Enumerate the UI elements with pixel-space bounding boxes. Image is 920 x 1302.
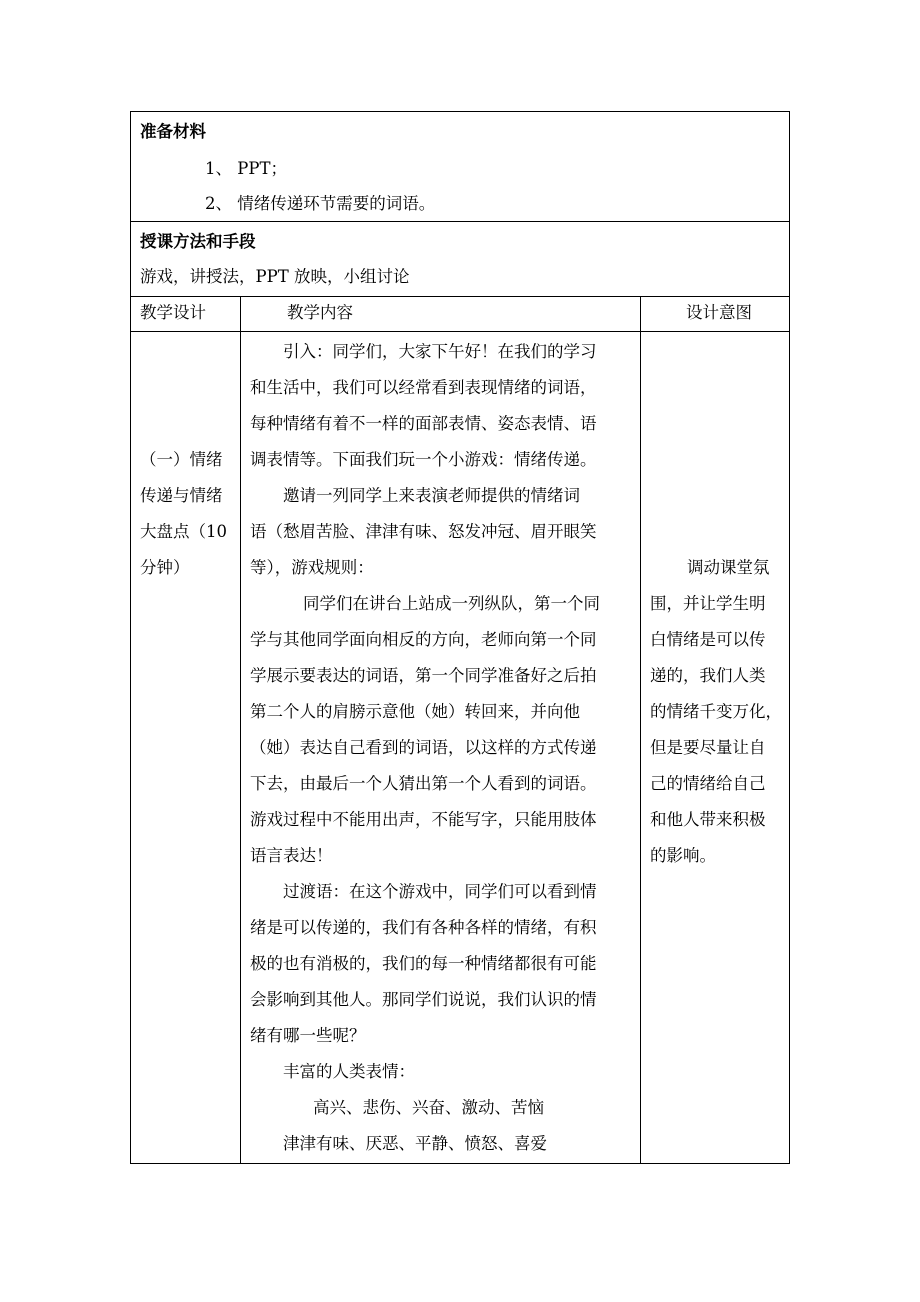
- intent-line: 的影响。: [650, 846, 716, 865]
- content-line: 语言表达！: [250, 846, 333, 865]
- section-label-line: 大盘点（10: [140, 522, 227, 541]
- section-label-line: 传递与情绪: [140, 486, 223, 505]
- content-line: 丰富的人类表情：: [283, 1062, 415, 1081]
- intent-line: 调动课堂氛: [687, 558, 770, 577]
- content-line: （她）表达自己看到的词语，以这样的方式传递: [250, 738, 597, 757]
- lesson-table: [130, 111, 790, 1164]
- section-label-line: 分钟）: [140, 558, 190, 577]
- prep-item: 2、 情绪传递环节需要的词语。: [205, 194, 436, 213]
- content-line: 津津有味、厌恶、平静、愤怒、喜爱: [283, 1134, 547, 1153]
- table-divider: [131, 331, 789, 332]
- content-line: 同学们在讲台上站成一列纵队，第一个同: [303, 594, 600, 613]
- intent-line: 递的，我们人类: [650, 666, 766, 685]
- content-line: 调表情等。下面我们玩一个小游戏：情绪传递。: [250, 450, 597, 469]
- intent-line: 但是要尽量让自: [650, 738, 766, 757]
- content-line: 学展示要表达的词语，第一个同学准备好之后拍: [250, 666, 597, 685]
- method-title: 授课方法和手段: [140, 232, 256, 251]
- content-line: 引入：同学们，大家下午好！在我们的学习: [283, 342, 597, 361]
- content-line: 会影响到其他人。那同学们说说，我们认识的情: [250, 990, 597, 1009]
- method-text: 游戏，讲授法，PPT 放映，小组讨论: [140, 267, 410, 286]
- header-design: 教学设计: [140, 303, 206, 322]
- prep-title: 准备材料: [140, 122, 206, 141]
- content-line: 和生活中，我们可以经常看到表现情绪的词语，: [250, 378, 597, 397]
- column-divider: [640, 296, 641, 1164]
- section-label-line: （一）情绪: [140, 450, 223, 469]
- content-line: 邀请一列同学上来表演老师提供的情绪词: [283, 486, 580, 505]
- content-line: 高兴、悲伤、兴奋、激动、苦恼: [313, 1098, 544, 1117]
- intent-line: 和他人带来积极: [650, 810, 766, 829]
- intent-line: 己的情绪给自己: [650, 774, 766, 793]
- intent-line: 白情绪是可以传: [650, 630, 766, 649]
- content-line: 下去，由最后一个人猜出第一个人看到的词语。: [250, 774, 597, 793]
- content-line: 语（愁眉苦脸、津津有味、怒发冲冠、眉开眼笑: [250, 522, 597, 541]
- content-line: 每种情绪有着不一样的面部表情、姿态表情、语: [250, 414, 597, 433]
- prep-item: 1、 PPT；: [205, 159, 287, 178]
- column-divider: [240, 296, 241, 1164]
- table-divider: [131, 296, 789, 297]
- content-line: 学与其他同学面向相反的方向，老师向第一个同: [250, 630, 597, 649]
- content-line: 绪有哪一些呢？: [250, 1026, 366, 1045]
- header-content: 教学内容: [287, 303, 353, 322]
- intent-line: 的情绪千变万化，: [650, 702, 782, 721]
- intent-line: 围，并让学生明: [650, 594, 766, 613]
- content-line: 游戏过程中不能用出声，不能写字，只能用肢体: [250, 810, 597, 829]
- table-divider: [131, 221, 789, 222]
- content-line: 绪是可以传递的，我们有各种各样的情绪，有积: [250, 918, 597, 937]
- content-line: 过渡语：在这个游戏中，同学们可以看到情: [283, 882, 597, 901]
- content-line: 极的也有消极的，我们的每一种情绪都很有可能: [250, 954, 597, 973]
- content-line: 等），游戏规则：: [250, 558, 374, 577]
- header-intent: 设计意图: [686, 303, 752, 322]
- content-line: 第二个人的肩膀示意他（她）转回来，并向他: [250, 702, 580, 721]
